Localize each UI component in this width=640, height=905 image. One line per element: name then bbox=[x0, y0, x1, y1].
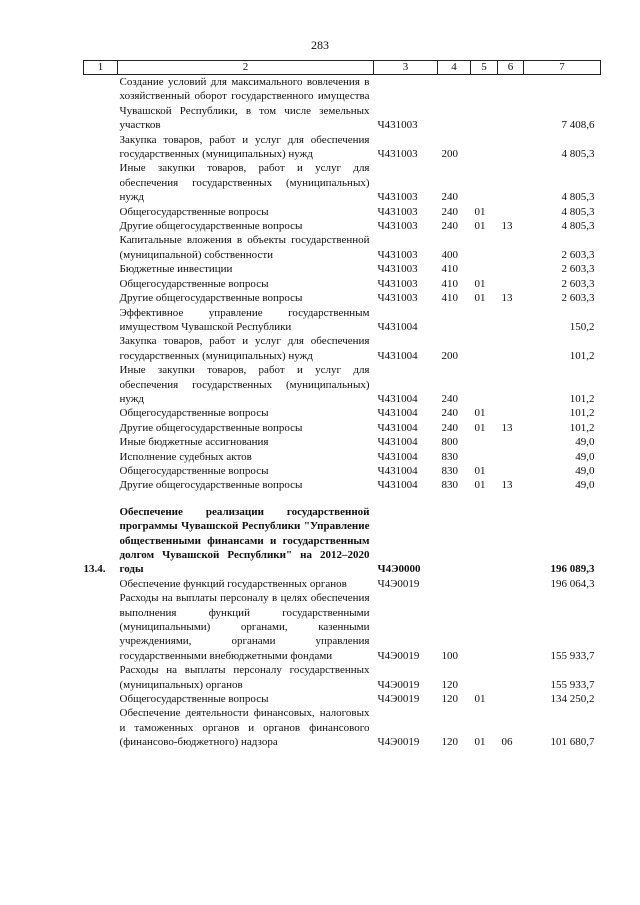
row-target-code: Ч4Э0000 bbox=[377, 563, 421, 576]
row-amount: 134 250,2 bbox=[550, 693, 595, 706]
column-header-4: 4 bbox=[438, 61, 471, 75]
row-amount: 2 603,3 bbox=[561, 292, 595, 305]
row-subsection bbox=[498, 406, 524, 420]
row-expense-type bbox=[438, 505, 471, 577]
row-amount: 101,2 bbox=[569, 349, 595, 362]
row-name: Общегосударственные вопросы bbox=[119, 464, 269, 477]
row-number: 13.4. bbox=[83, 563, 106, 576]
row-subsection: 13 bbox=[501, 479, 513, 492]
table-row bbox=[84, 233, 601, 262]
row-section bbox=[471, 591, 498, 663]
row-section bbox=[471, 505, 498, 577]
row-target-code: Ч431004 bbox=[377, 436, 418, 449]
column-header-1: 1 bbox=[84, 61, 118, 75]
row-section: 01 bbox=[474, 407, 486, 420]
row-name: Эффективное управление государственным имуществом Чувашской Республики bbox=[119, 306, 370, 333]
row-expense-type: 120 bbox=[441, 678, 458, 691]
row-number bbox=[84, 262, 118, 276]
row-expense-type bbox=[438, 577, 471, 591]
row-number bbox=[84, 75, 118, 133]
row-section: 01 bbox=[474, 479, 486, 492]
column-header-3: 3 bbox=[374, 61, 438, 75]
row-name: Общегосударственные вопросы bbox=[119, 277, 269, 290]
table-row bbox=[84, 75, 601, 133]
row-amount: 7 408,6 bbox=[561, 119, 595, 132]
row-name: Другие общегосударственные вопросы bbox=[119, 479, 303, 492]
row-expense-type bbox=[438, 75, 471, 133]
row-target-code: Ч431003 bbox=[377, 119, 418, 132]
row-subsection bbox=[498, 663, 524, 692]
table-row bbox=[84, 277, 601, 291]
column-header-2: 2 bbox=[118, 61, 374, 75]
table-header bbox=[84, 61, 601, 75]
table-row bbox=[84, 133, 601, 162]
row-section bbox=[471, 75, 498, 133]
row-expense-type: 830 bbox=[441, 450, 458, 463]
row-name: Создание условий для максимального вовлечения в хозяйственный оборот государственного имущества Чувашской Республики, в том числе земельных участков bbox=[119, 76, 370, 132]
row-name: Расходы на выплаты персоналу государственных (муниципальных) органов bbox=[119, 664, 370, 691]
row-number bbox=[84, 161, 118, 204]
row-section bbox=[471, 161, 498, 204]
row-name: Другие общегосударственные вопросы bbox=[119, 421, 303, 434]
header-row bbox=[84, 61, 601, 75]
row-expense-type bbox=[438, 306, 471, 335]
row-number bbox=[84, 233, 118, 262]
row-amount: 4 805,3 bbox=[561, 220, 595, 233]
row-number bbox=[84, 464, 118, 478]
row-expense-type: 200 bbox=[441, 148, 458, 161]
row-section bbox=[471, 450, 498, 464]
row-amount: 101,2 bbox=[569, 392, 595, 405]
row-number bbox=[84, 577, 118, 591]
row-number bbox=[84, 478, 118, 492]
row-subsection bbox=[498, 334, 524, 363]
row-subsection bbox=[498, 363, 524, 406]
row-amount: 49,0 bbox=[575, 464, 595, 477]
table-body bbox=[84, 75, 601, 750]
column-header-7: 7 bbox=[524, 61, 601, 75]
row-section bbox=[471, 306, 498, 335]
row-name: Исполнение судебных актов bbox=[119, 450, 252, 463]
row-subsection: 13 bbox=[501, 421, 513, 434]
row-expense-type: 120 bbox=[441, 693, 458, 706]
row-target-code: Ч431003 bbox=[377, 220, 418, 233]
row-expense-type: 240 bbox=[441, 407, 458, 420]
table-row bbox=[84, 205, 601, 219]
row-subsection bbox=[498, 161, 524, 204]
row-expense-type: 830 bbox=[441, 479, 458, 492]
row-section: 01 bbox=[474, 292, 486, 305]
row-subsection bbox=[498, 577, 524, 591]
row-expense-type: 240 bbox=[441, 392, 458, 405]
row-subsection bbox=[498, 692, 524, 706]
row-number bbox=[84, 435, 118, 449]
table-row bbox=[84, 421, 601, 435]
row-expense-type: 800 bbox=[441, 436, 458, 449]
row-subsection bbox=[498, 133, 524, 162]
row-name: Закупка товаров, работ и услуг для обеспечения государственных (муниципальных) нужд bbox=[119, 335, 370, 362]
row-target-code: Ч4Э0019 bbox=[377, 736, 420, 749]
row-target-code: Ч431003 bbox=[377, 292, 418, 305]
table-row bbox=[84, 577, 601, 591]
row-expense-type: 240 bbox=[441, 220, 458, 233]
table-row bbox=[84, 306, 601, 335]
row-expense-type: 200 bbox=[441, 349, 458, 362]
row-amount: 101,2 bbox=[569, 407, 595, 420]
table-row bbox=[84, 161, 601, 204]
row-subsection bbox=[498, 435, 524, 449]
row-section bbox=[471, 262, 498, 276]
row-expense-type: 120 bbox=[441, 736, 458, 749]
table-row bbox=[84, 262, 601, 276]
row-number bbox=[84, 363, 118, 406]
row-section bbox=[471, 577, 498, 591]
row-target-code: Ч431003 bbox=[377, 277, 418, 290]
row-name: Бюджетные инвестиции bbox=[119, 263, 233, 276]
row-number bbox=[84, 133, 118, 162]
row-number bbox=[84, 421, 118, 435]
row-amount: 2 603,3 bbox=[561, 277, 595, 290]
row-expense-type: 400 bbox=[441, 248, 458, 261]
row-section: 01 bbox=[474, 736, 486, 749]
row-target-code: Ч431004 bbox=[377, 320, 418, 333]
row-target-code: Ч4Э0019 bbox=[377, 693, 420, 706]
row-subsection bbox=[498, 277, 524, 291]
row-number bbox=[84, 291, 118, 305]
row-subsection bbox=[498, 450, 524, 464]
row-target-code: Ч431004 bbox=[377, 421, 418, 434]
row-amount: 2 603,3 bbox=[561, 248, 595, 261]
row-amount: 101,2 bbox=[569, 421, 595, 434]
row-amount: 49,0 bbox=[575, 479, 595, 492]
row-subsection bbox=[498, 591, 524, 663]
row-section bbox=[471, 435, 498, 449]
row-section bbox=[471, 663, 498, 692]
table-row bbox=[84, 291, 601, 305]
row-name: Другие общегосударственные вопросы bbox=[119, 220, 303, 233]
row-subsection bbox=[498, 262, 524, 276]
row-amount: 101 680,7 bbox=[550, 736, 595, 749]
row-expense-type: 240 bbox=[441, 191, 458, 204]
row-target-code: Ч4Э0019 bbox=[377, 649, 420, 662]
row-section: 01 bbox=[474, 693, 486, 706]
table-row bbox=[84, 219, 601, 233]
row-name: Общегосударственные вопросы bbox=[119, 205, 269, 218]
row-number bbox=[84, 692, 118, 706]
row-target-code: Ч431003 bbox=[377, 205, 418, 218]
row-amount: 196 089,3 bbox=[550, 563, 595, 576]
row-number bbox=[84, 663, 118, 692]
row-target-code: Ч4Э0019 bbox=[377, 577, 420, 590]
row-subsection: 06 bbox=[501, 736, 513, 749]
row-target-code: Ч431004 bbox=[377, 392, 418, 405]
row-amount: 49,0 bbox=[575, 450, 595, 463]
row-expense-type: 410 bbox=[441, 263, 458, 276]
row-section bbox=[471, 133, 498, 162]
row-number bbox=[84, 450, 118, 464]
row-amount: 49,0 bbox=[575, 436, 595, 449]
row-name: Капитальные вложения в объекты государственной (муниципальной) собственности bbox=[119, 234, 370, 261]
row-amount: 4 805,3 bbox=[561, 205, 595, 218]
row-number bbox=[84, 334, 118, 363]
table-row bbox=[84, 663, 601, 692]
row-target-code: Ч4Э0019 bbox=[377, 678, 420, 691]
row-subsection bbox=[498, 233, 524, 262]
table-row bbox=[84, 591, 601, 663]
table-row bbox=[84, 505, 601, 577]
row-amount: 4 805,3 bbox=[561, 191, 595, 204]
row-expense-type: 830 bbox=[441, 464, 458, 477]
table-row bbox=[84, 478, 601, 492]
column-header-5: 5 bbox=[471, 61, 498, 75]
row-number bbox=[84, 706, 118, 749]
row-amount: 196 064,3 bbox=[550, 577, 595, 590]
row-number bbox=[84, 219, 118, 233]
table-row bbox=[84, 334, 601, 363]
row-target-code: Ч431004 bbox=[377, 479, 418, 492]
row-target-code: Ч431004 bbox=[377, 464, 418, 477]
row-name: Обеспечение функций государственных органов bbox=[119, 577, 347, 590]
row-name: Другие общегосударственные вопросы bbox=[119, 292, 303, 305]
row-name: Общегосударственные вопросы bbox=[119, 693, 269, 706]
row-name: Общегосударственные вопросы bbox=[119, 407, 269, 420]
table-row bbox=[84, 363, 601, 406]
row-target-code: Ч431004 bbox=[377, 450, 418, 463]
row-target-code: Ч431004 bbox=[377, 349, 418, 362]
row-name: Иные бюджетные ассигнования bbox=[119, 436, 269, 449]
row-subsection bbox=[498, 464, 524, 478]
row-section: 01 bbox=[474, 464, 486, 477]
table-row bbox=[84, 435, 601, 449]
row-number bbox=[84, 591, 118, 663]
spacer-cell bbox=[84, 493, 601, 505]
row-expense-type: 100 bbox=[441, 649, 458, 662]
row-amount: 2 603,3 bbox=[561, 263, 595, 276]
row-number bbox=[84, 205, 118, 219]
table-row bbox=[84, 464, 601, 478]
row-name: Иные закупки товаров, работ и услуг для обеспечения государственных (муниципальных) нужд bbox=[119, 162, 370, 204]
row-amount: 150,2 bbox=[569, 320, 595, 333]
row-subsection bbox=[498, 205, 524, 219]
row-number bbox=[84, 406, 118, 420]
table-row bbox=[84, 706, 601, 749]
row-section: 01 bbox=[474, 220, 486, 233]
table-row bbox=[84, 450, 601, 464]
row-number bbox=[84, 306, 118, 335]
row-subsection: 13 bbox=[501, 220, 513, 233]
row-name: Обеспечение реализации государственной программы Чувашской Республики "Управление общественными финансами и государственным долгом Чувашской Республики" на 2012–2020 годы bbox=[119, 505, 370, 576]
row-section: 01 bbox=[474, 277, 486, 290]
row-amount: 4 805,3 bbox=[561, 148, 595, 161]
table-row bbox=[84, 692, 601, 706]
row-name: Закупка товаров, работ и услуг для обеспечения государственных (муниципальных) нужд bbox=[119, 133, 370, 161]
row-section: 01 bbox=[474, 205, 486, 218]
row-subsection bbox=[498, 306, 524, 335]
column-header-6: 6 bbox=[498, 61, 524, 75]
row-target-code: Ч431003 bbox=[377, 191, 418, 204]
row-section: 01 bbox=[474, 421, 486, 434]
row-expense-type: 410 bbox=[441, 292, 458, 305]
budget-table bbox=[83, 60, 601, 750]
row-name: Обеспечение деятельности финансовых, налоговых и таможенных органов и органов финансового (финансово-бюджетного) надзора bbox=[119, 707, 370, 749]
row-section bbox=[471, 233, 498, 262]
row-target-code: Ч431003 bbox=[377, 248, 418, 261]
row-amount: 155 933,7 bbox=[550, 678, 595, 691]
row-section bbox=[471, 334, 498, 363]
row-number bbox=[84, 277, 118, 291]
row-target-code: Ч431004 bbox=[377, 407, 418, 420]
row-section bbox=[471, 363, 498, 406]
row-subsection bbox=[498, 505, 524, 577]
spacer-row bbox=[84, 493, 601, 505]
row-name: Расходы на выплаты персоналу в целях обеспечения выполнения функций государственными (муниципальными) органами, казенными учреждениями, органами управления государственными внебюджетными фондами bbox=[119, 592, 370, 662]
row-subsection: 13 bbox=[501, 292, 513, 305]
table-row bbox=[84, 406, 601, 420]
row-expense-type: 240 bbox=[441, 421, 458, 434]
page-number: 283 bbox=[311, 38, 329, 52]
row-name: Иные закупки товаров, работ и услуг для обеспечения государственных (муниципальных) нужд bbox=[119, 364, 370, 405]
row-amount: 155 933,7 bbox=[550, 649, 595, 662]
row-target-code: Ч431003 bbox=[377, 263, 418, 276]
row-subsection bbox=[498, 75, 524, 133]
row-target-code: Ч431003 bbox=[377, 148, 418, 161]
row-expense-type: 410 bbox=[441, 277, 458, 290]
row-expense-type: 240 bbox=[441, 205, 458, 218]
